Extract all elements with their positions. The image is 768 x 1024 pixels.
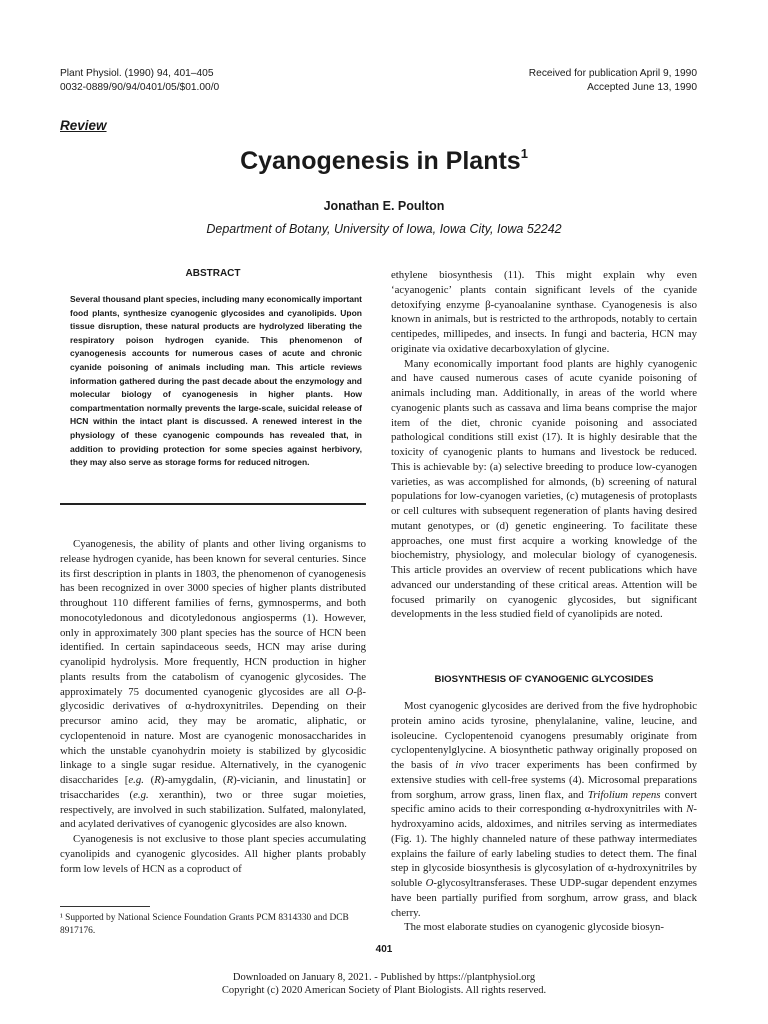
text-run-italic: in vivo: [455, 759, 489, 771]
intro-paragraph-2: Cyanogenesis is not exclusive to those plant species accumulating cyanolipids and cyanogenic glycosides. All higher plants probably form low levels of HCN as a coproduct of: [60, 833, 366, 875]
intro-paragraph-1: [60, 537, 366, 832]
left-column: [60, 537, 366, 876]
footnote: ¹ Supported by National Science Foundation Grants PCM 8314330 and DCB 8917176.: [60, 913, 349, 936]
text-run: -β-glycosidic derivatives of α-hydroxynitriles. Depending on their precursor amino acid, they may be aromatic, aliphatic, or cyclopentenoid in nature. Most are cyanogenic monosaccharides in which the unstable cyanohydrin moiety is stabilized by glycosidic linkage to a single sugar residue. Alternatively, in the cyanogenic disaccharides [: [60, 685, 366, 786]
text-run-italic: O: [345, 685, 354, 698]
text-run: -hydroxyamino acids, aldoximes, and nitriles serving as intermediates (Fig. 1). The highly channeled nature of these pathway intermediates explains the failure of early labeling studies to detect them. The final step in glycoside biosynthesis is glycosylation of α-hydroxynitriles by soluble: [391, 803, 697, 889]
text-run: Cyanogenesis, the ability of plants and other living organisms to release hydrogen cyanide, has been known for several centuries. Since its first description in plants in 1803, the phenomenon of cyanogenesis has been recognized in over 3000 species of higher plants distributed throughout 110 different families of ferns, gymnosperms, and both monocotyledonous and dicotyledonous angiosperms (1). However, only in approximately 300 plant species has the source of HCN been identified. In certain sapindaceous seeds, HCN may arise during cyanolipid hydrolysis. More frequently, HCN production in higher plants results from the catabolism of cyanogenic glycosides. The approximately 75 documented cyanogenic glycosides are all: [60, 538, 366, 698]
text-run-italic: Trifolium repens: [587, 788, 661, 801]
journal-citation: [60, 67, 219, 95]
abstract-text: Several thousand plant species, including many economically important food plants, synthesize cyanogenic glycosides and cyanolipids. Upon tissue disruption, these natural products are hydrolyzed liberating the respiratory poison hydrogen cyanide. This phenomenon of cyanogenesis accounts for numerous cases of acute and chronic cyanide poisoning of animals including man. This article reviews information gathered during the past decade about the enzymology and molecular biology of cyanogenesis in higher plants. How compartmentation normally prevents the large-scale, suicidal release of HCN within the intact plant is discussed. A renewed interest in the physiology of these cyanogenic compounds has revealed that, in addition to providing protection for some species against herbivory, they may also serve as storage forms for reduced nitrogen.: [70, 294, 362, 468]
author-affiliation: Department of Botany, University of Iowa, Iowa City, Iowa 52242: [206, 222, 562, 236]
text-run: xeranthin), two or three sugar moieties, respectively, are involved in such stabilization. Sulfated, malonylated, and acylated derivatives of cyanogenic glycosides are also known.: [60, 788, 366, 831]
right-paragraph-1: ethylene biosynthesis (11). This might explain why even ‘acyanogenic’ plants contain significant levels of the cyanide detoxifying enzyme β-cyanoalanine synthase. Cyanogenesis is also known in animals, but is restricted to the arthropods, notably to certain centipedes, millipedes, and insects. In fungi and bacteria, HCN may originate via oxidative decarboxylation of glycine.: [391, 269, 697, 355]
text-run: )-vicianin, and linustatin] or trisaccharides (: [60, 774, 366, 801]
download-notice: [0, 971, 768, 997]
right-column-top: [391, 268, 697, 622]
text-run: (: [143, 774, 155, 786]
received-date: Received for publication April 9, 1990: [528, 68, 697, 79]
footnote-divider: [60, 906, 150, 907]
text-run-italic: e.g.: [128, 774, 144, 786]
title-footnote-mark: 1: [520, 146, 528, 161]
title-text: Cyanogenesis in Plants: [240, 147, 521, 175]
code-line: 0032-0889/90/94/0401/05/$01.00/0: [60, 82, 220, 93]
right-column-bottom: [391, 699, 697, 935]
publication-dates: [529, 67, 697, 95]
text-run: Most cyanogenic glycosides are derived from the five hydrophobic protein amino acids tyrosine, phenylalanine, valine, leucine, and isoleucine. Cyclopentenoid cyanogens presumably originate from cyclopentenylglycine. A biosynthetic pathway originally proposed on the basis of: [391, 700, 697, 771]
page-number: 401: [375, 944, 393, 955]
text-run-italic: R: [226, 774, 234, 786]
text-run: -glycosyltransferases. These UDP-sugar dependent enzymes have been partially purified from sorghum, arrow grass, and black cherry.: [391, 877, 697, 919]
abstract-divider: [60, 503, 366, 505]
section-heading: BIOSYNTHESIS OF CYANOGENIC GLYCOSIDES: [434, 674, 654, 685]
biosynthesis-paragraph-1: [391, 699, 697, 920]
abstract-heading: ABSTRACT: [185, 268, 241, 279]
author-name: Jonathan E. Poulton: [323, 199, 445, 213]
right-paragraph-2: Many economically important food plants are highly cyanogenic and have caused numerous cases of acute cyanide poisoning of animals including man. Additionally, in areas of the world where cyanogenic plants such as cassava and lima beans comprise the major item of the diet, chronic cyanide poisoning and associated pathological conditions still exist (17). It is highly desirable that the toxicity of cyanogenic plants to humans and livestock be reduced. This is achievable by: (a) selective breeding to produce low-cyanogen varieties, as was accomplished for almonds, (b) screening of natural populations for low-cyanogen varieties, (c) mutagenesis of protoplasts or cell cultures with subsequent regeneration of plants having desired mutant genotypes, or (d) genetic engineering. To facilitate these approaches, one must first acquire a working knowledge of the biochemistry, physiology, and molecular biology of cyanogenesis. This article provides an overview of recent publications which have advanced our understanding of these critical areas. Attention will be focused primarily on cyanogenic glycosides, but significant developments in the less studied field of cyanolipids are noted.: [391, 357, 697, 621]
text-run: )-amygdalin, (: [160, 774, 227, 786]
accepted-date: Accepted June 13, 1990: [587, 82, 697, 93]
text-run-italic: R: [154, 774, 161, 786]
text-run: tracer experiments has been confirmed by extensive studies with cell-free systems (4). Microsomal preparations from sorghum, arrow grass, linen flax, and: [391, 759, 697, 801]
journal-line: Plant Physiol. (1990) 94, 401–405: [60, 68, 214, 79]
paper-title: [0, 146, 768, 176]
copyright-line: Copyright (c) 2020 American Society of Plant Biologists. All rights reserved.: [221, 985, 547, 996]
text-run-italic: e.g.: [133, 788, 149, 801]
text-run-italic: O: [425, 877, 434, 889]
section-label: Review: [60, 118, 107, 133]
text-run: convert specific amino acids to their corresponding α-hydroxynitriles with: [391, 788, 698, 816]
biosynthesis-paragraph-2: The most elaborate studies on cyanogenic glycoside biosyn-: [404, 921, 664, 934]
download-line: Downloaded on January 8, 2021. - Published by https://plantphysiol.org: [232, 972, 536, 983]
text-run-italic: N: [686, 803, 694, 816]
